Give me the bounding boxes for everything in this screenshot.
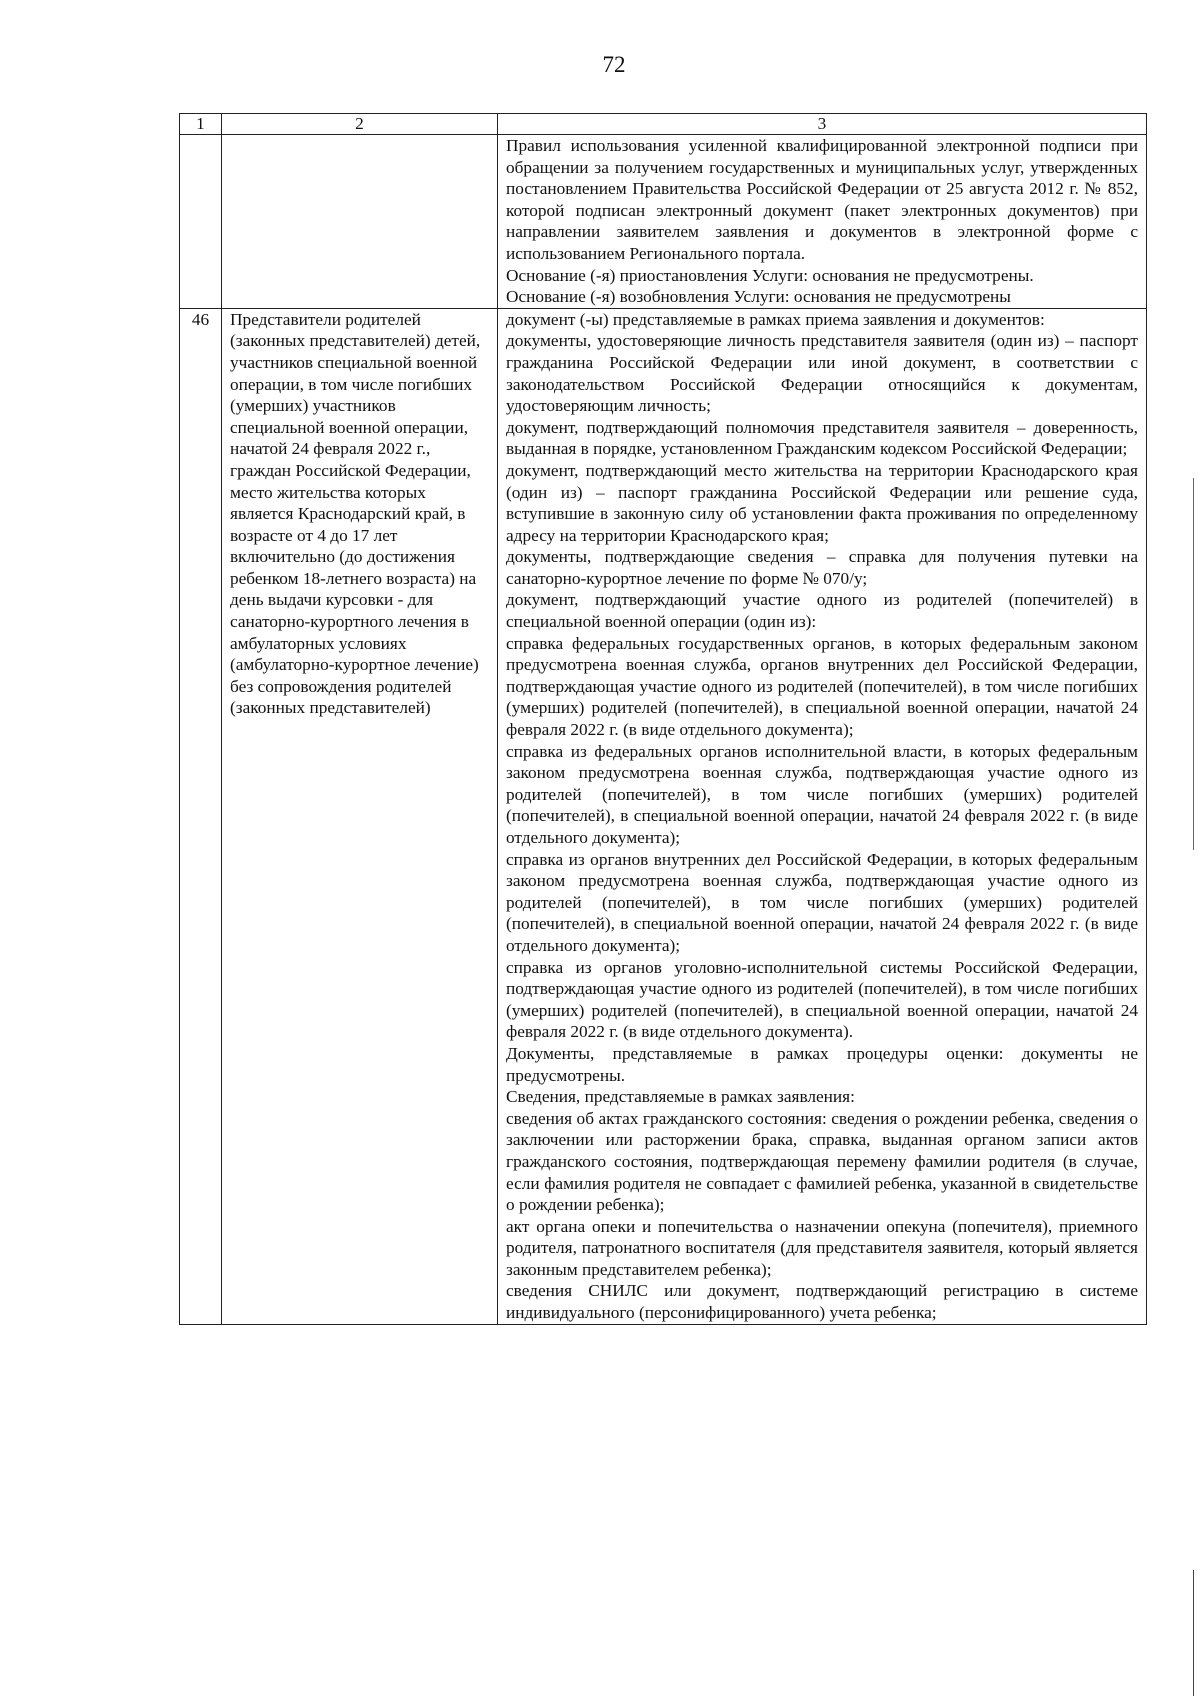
row-number-cell — [180, 135, 222, 309]
paragraph: Сведения, представляемые в рамках заявления: — [506, 1087, 855, 1107]
paragraph: акт органа опеки и попечительства о назначении опекуна (попечителя), приемного родителя, патронатного воспитателя (для представителя заявителя, который является законным представителем ребенка); — [506, 1216, 1138, 1279]
row-number-cell: 46 — [180, 308, 222, 1324]
column-header-1: 1 — [180, 114, 222, 135]
column-header-3: 3 — [498, 114, 1147, 135]
table-header-row — [180, 114, 1147, 135]
page-number: 72 — [602, 52, 626, 77]
paragraph: документы, подтверждающие сведения – справка для получения путевки на санаторно-курортное лечение по форме № 070/у; — [506, 547, 1138, 588]
paragraph: сведения об актах гражданского состояния: сведения о рождении ребенка, сведения о заключении или расторжении брака, справка, выданная органом записи актов гражданского состояния, подтверждающая перемену фамилии родителя (в случае, если фамилия родителя не совпадает с фамилией ребенка, указанной в свидетельстве о рождении ребенка); — [506, 1108, 1138, 1215]
table-row-46 — [180, 308, 1147, 1324]
paragraph: Документы, представляемые в рамках процедуры оценки: документы не предусмотрены. — [506, 1043, 1138, 1085]
paragraph: справка из органов уголовно-исполнительной системы Российской Федерации, подтверждающая участие одного из родителей (попечителей), в том числе погибших (умерших) родителей (попечителей), в специальной военной операции, начатой 24 февраля 2022 г. (в виде отдельного документа). — [506, 957, 1138, 1042]
paragraph: Основание (-я) приостановления Услуги: основания не предусмотрены. — [506, 265, 1034, 285]
table-row-continuation — [180, 135, 1147, 309]
paragraph: документ, подтверждающий участие одного из родителей (попечителей) в специальной военной операции (один из): — [506, 590, 1138, 632]
paragraph: справка из федеральных органов исполнительной власти, в которых федеральным законом предусмотрена военная служба, подтверждающая участие одного из родителей (попечителей), в том числе погибших (умерших) родителей (попечителей), в специальной военной операции, начатой 24 февраля 2022 г. (в виде отдельного документа); — [506, 741, 1138, 847]
category-cell — [222, 135, 498, 309]
category-cell: Представители родителей (законных представителей) детей, участников специальной военной операции, в том числе погибших (умерших) участников специальной военной операции, начатой 24 февраля 2022 г., граждан Российской Федерации, место жительства которых является Краснодарский край, в возрасте от 4 до 17 лет включительно (до достижения ребенком 18-летнего возраста) на день выдачи курсовки - для санаторно-курортного лечения в амбулаторных условиях (амбулаторно-курортное лечение) без сопровождения родителей (законных представителей) — [222, 308, 498, 1324]
column-header-2: 2 — [222, 114, 498, 135]
documents-cell — [498, 308, 1147, 1324]
paragraph: Основание (-я) возобновления Услуги: основания не предусмотрены — [506, 287, 1011, 307]
paragraph: документ (-ы) представляемые в рамках приема заявления и документов: — [506, 309, 1045, 329]
services-table — [179, 113, 1147, 1325]
paragraph: документы, удостоверяющие личность представителя заявителя (один из) – паспорт гражданина Российской Федерации или иной документ, в соответствии с законодательством Российской Федерации относящийся к документам, удостоверяющим личность; — [506, 331, 1138, 416]
paragraph: документ, подтверждающий полномочия представителя заявителя – доверенность, выданная в порядке, установленном Гражданским кодексом Российской Федерации; — [506, 417, 1138, 459]
paragraph: Правил использования усиленной квалифицированной электронной подписи при обращении за получением государственных и муниципальных услуг, утвержденных постановлением Правительства Российской Федерации от 25 августа 2012 г. № 852, которой подписан электронный документ (пакет электронных документов) при направлении заявителем заявления и документов в электронной форме с использованием Регионального портала. — [506, 136, 1138, 263]
scan-edge-line — [1193, 478, 1194, 850]
scan-edge-line — [1193, 1570, 1194, 1696]
paragraph: сведения СНИЛС или документ, подтверждающий регистрацию в системе индивидуального (персонифицированного) учета ребенка; — [506, 1281, 1138, 1323]
paragraph: справка федеральных государственных органов, в которых федеральным законом предусмотрена военная служба, органов внутренних дел Российской Федерации, подтверждающая участие одного из родителей (попечителей), в том числе погибших (умерших) родителей (попечителей), в специальной военной операции, начатой 24 февраля 2022 г. (в виде отдельного документа); — [506, 633, 1138, 740]
documents-cell — [498, 135, 1147, 309]
paragraph: справка из органов внутренних дел Российской Федерации, в которых федеральным законом предусмотрена военная служба, подтверждающая участие одного из родителей (попечителей), в том числе погибших (умерших) родителей (попечителей), в специальной военной операции, начатой 24 февраля 2022 г. (в виде отдельного документа); — [506, 849, 1138, 955]
paragraph: документ, подтверждающий место жительства на территории Краснодарского края (один из) – паспорт гражданина Российской Федерации или решение суда, вступившие в законную силу об установлении факта проживания по определенному адресу на территории Краснодарского края; — [506, 460, 1138, 545]
